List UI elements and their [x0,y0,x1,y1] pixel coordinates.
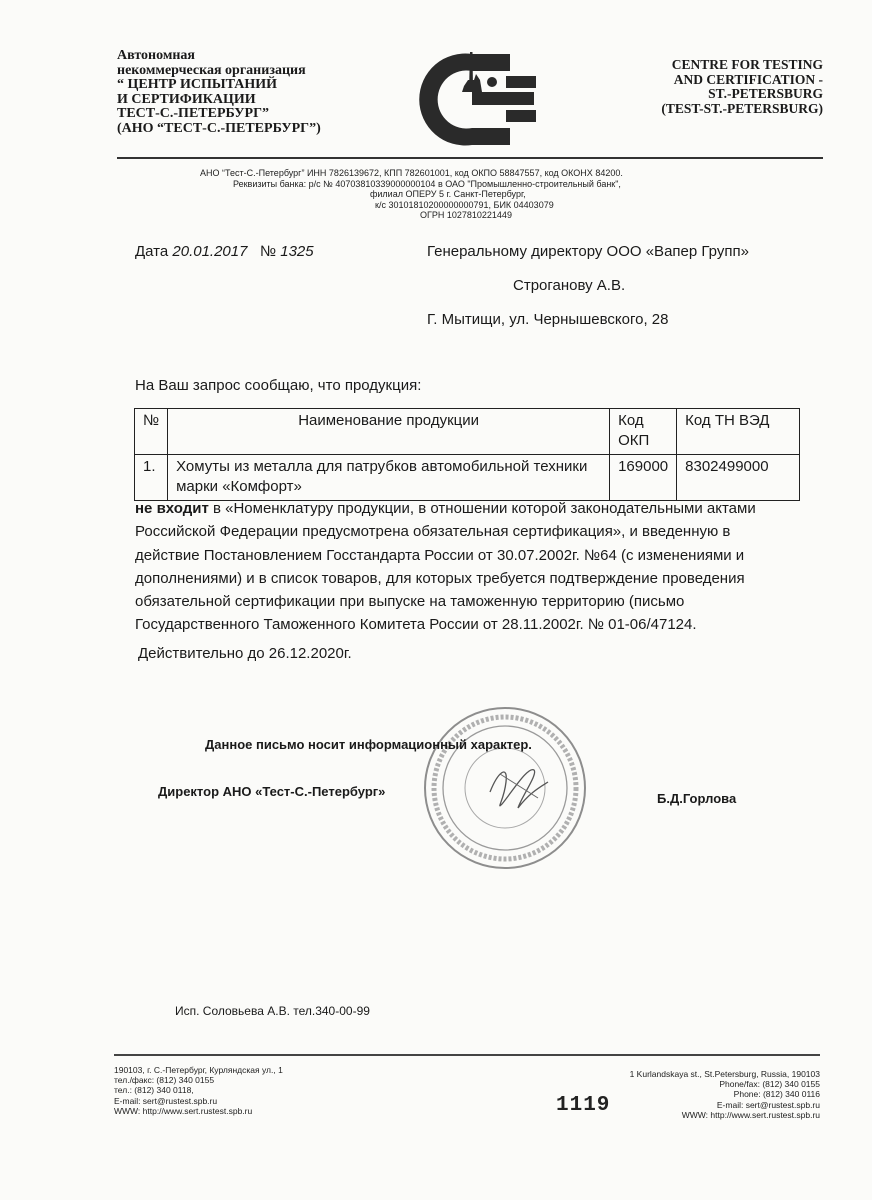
org-name-line: “ ЦЕНТР ИСПЫТАНИЙ [117,77,278,92]
date-label: Дата [135,243,169,260]
footer-line: 190103, г. С.-Петербург, Курляндская ул., 1 [114,1065,283,1075]
organization-logo-icon [414,52,540,147]
intro-text: На Ваш запрос сообщаю, что продукция: [135,377,422,394]
footer-line: E-mail: sert@rustest.spb.ru [114,1095,218,1106]
body-paragraph [135,497,795,637]
footer-line: 1 Kurlandskaya st., St.Petersburg, Russia, 190103 [629,1069,820,1079]
bank-line: к/с 30101810200000000791, БИК 04403079 [375,199,554,210]
footer-line: тел.: (812) 340 0118, [114,1085,194,1096]
header-cell: Код ОКП [610,409,677,455]
header-divider [117,157,823,159]
number-label: № [259,243,277,260]
bank-line: АНО “Тест-С.-Петербург” ИНН 7826139672, КПП 782601001, код ОКПО 58847557, код ОКОНХ 84200. [200,168,623,178]
table-cell: 8302499000 [677,455,800,501]
recipient-address: Г. Мытищи, ул. Чернышевского, 28 [427,311,669,328]
header-cell: Наименование продукции [168,409,610,455]
org-name-line: (АНО “ТЕСТ-С.-ПЕТЕРБУРГ”) [117,120,321,136]
recipient-name: Строганову А.В. [513,277,626,294]
table-cell: 169000 [610,455,677,501]
registration-number: 1119 [556,1094,611,1117]
org-name-line: Автономная [117,48,195,63]
validity-text: Действительно до 26.12.2020г. [138,645,352,662]
table-row [135,455,800,501]
header-cell: № [135,409,168,455]
footer-contacts-ru [114,1065,283,1116]
table-cell: 1. [135,455,168,501]
bank-details [200,168,760,221]
table-cell: Хомуты из металла для патрубков автомобильной техники марки «Комфорт» [168,455,610,501]
bank-line: Реквизиты банка: р/с № 40703810339000000104 в ОАО "Промышленно-строительный банк", [233,178,621,189]
footer-line: тел./факс: (812) 340 0155 [114,1075,215,1086]
director-title: Директор АНО «Тест-С.-Петербург» [158,784,386,799]
recipient-title: Генеральному директору ООО «Вапер Групп» [427,243,749,260]
org-name-english [640,58,823,116]
org-name-russian [117,49,347,136]
table-header-row [135,409,800,455]
body-text: в «Номенклатуру продукции, в отношении которой законодательными актами Российской Федерации предусмотрена обязательная сертификация», и введенную в действие Постановлением Госстандарта России от 30.07.2002г. №64 (с изменениями и дополнениями) и в список товаров, для которых требуется подтверждение проведения обязательной сертификации при выпуске на таможенную территорию (письмо Государственного Таможенного Комитета России от 28.11.2002г. № 01-06/47124. [135,500,756,634]
org-name-en-line: ST.-PETERSBURG [708,86,823,101]
footer-line: Phone/fax: (812) 340 0155 [719,1079,820,1090]
product-table [134,408,800,501]
footer-line: Phone: (812) 340 0116 [733,1089,820,1100]
org-name-en-line: AND CERTIFICATION - [673,71,823,87]
org-name-line: ТЕСТ-С.-ПЕТЕРБУРГ” [117,106,270,121]
footer-line: E-mail: sert@rustest.spb.ru [716,1099,820,1110]
date-value: 20.01.2017 [172,243,248,260]
footer-line: WWW: http://www.sert.rustest.spb.ru [114,1105,253,1116]
info-statement: Данное письмо носит информационный характер. [205,737,532,752]
footer-line: WWW: http://www.sert.rustest.spb.ru [681,1109,820,1120]
footer-contacts-en [590,1069,820,1120]
handwritten-signature-icon [478,752,558,822]
number-value: 1325 [280,243,314,260]
org-name-line: И СЕРТИФИКАЦИИ [117,91,256,107]
signer-name: Б.Д.Горлова [657,791,737,806]
org-name-en-line: CENTRE FOR TESTING [671,57,823,72]
bank-line: ОГРН 1027810221449 [420,210,512,220]
org-name-en-line: (TEST-ST.-PETERSBURG) [661,100,823,116]
bank-line: филиал ОПЕРУ 5 г. Санкт-Петербург, [370,189,526,199]
org-name-line: некоммерческая организация [117,62,306,78]
bold-lead: не входит [135,500,209,517]
footer-divider [114,1054,820,1056]
executor-info: Исп. Соловьева А.В. тел.340-00-99 [175,1004,370,1018]
letter-date [135,241,314,263]
header-cell: Код ТН ВЭД [677,409,800,455]
